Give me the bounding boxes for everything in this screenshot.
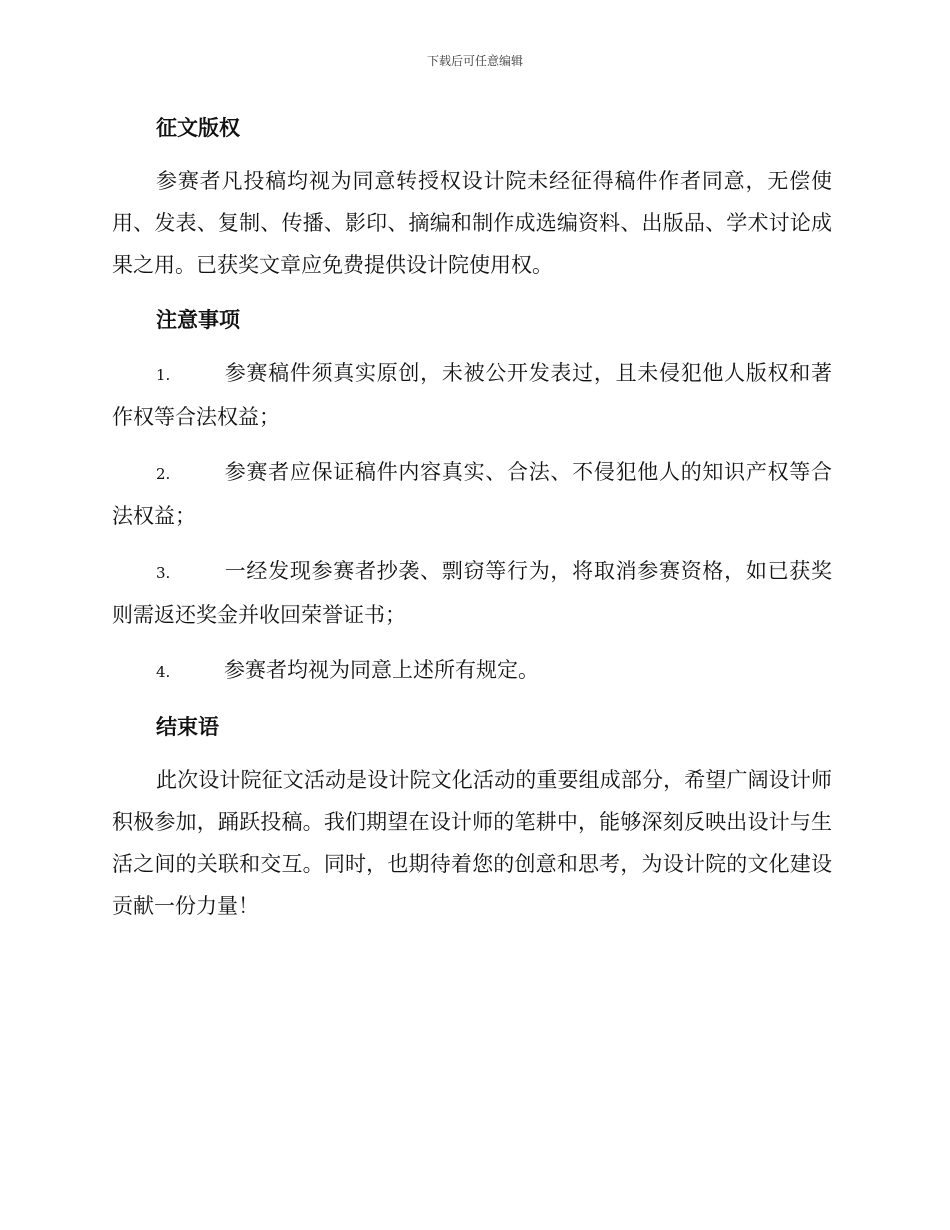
list-number: 3. [156, 564, 171, 582]
section-heading-closing: 结束语 [156, 715, 219, 739]
section-closing [112, 707, 832, 927]
page-header-note: 下载后可任意编辑 [426, 54, 523, 68]
section-heading-notes: 注意事项 [156, 308, 240, 332]
notes-list-item [112, 352, 832, 438]
section-notes [112, 300, 832, 693]
section-copyright [112, 108, 832, 286]
notes-list-item [112, 550, 832, 636]
list-text: 一经发现参赛者抄袭、剽窃等行为，将取消参赛资格，如已获奖则需返还奖金并收回荣誉证书； [112, 559, 832, 627]
closing-paragraph: 此次设计院征文活动是设计院文化活动的重要组成部分，希望广阔设计师积极参加，踊跃投稿。我们期望在设计师的笔耕中，能够深刻反映出设计与生活之间的关联和交互。同时，也期待着您的创意和思考，为设计院的文化建设贡献一份力量！ [112, 768, 832, 918]
notes-list-item [112, 649, 832, 693]
list-text: 参赛者应保证稿件内容真实、合法、不侵犯他人的知识产权等合法权益； [112, 460, 832, 528]
notes-list-item [112, 451, 832, 537]
list-number: 2. [156, 465, 171, 483]
copyright-paragraph: 参赛者凡投稿均视为同意转授权设计院未经征得稿件作者同意，无偿使用、发表、复制、传播、影印、摘编和制作成选编资料、出版品、学术讨论成果之用。已获奖文章应免费提供设计院使用权。 [112, 169, 832, 277]
list-text: 参赛稿件须真实原创，未被公开发表过，且未侵犯他人版权和著作权等合法权益； [112, 361, 832, 429]
list-number: 1. [156, 366, 171, 384]
list-number: 4. [156, 663, 171, 681]
section-heading-copyright: 征文版权 [156, 116, 240, 140]
document-body [112, 108, 832, 927]
list-text: 参赛者均视为同意上述所有规定。 [224, 658, 539, 682]
